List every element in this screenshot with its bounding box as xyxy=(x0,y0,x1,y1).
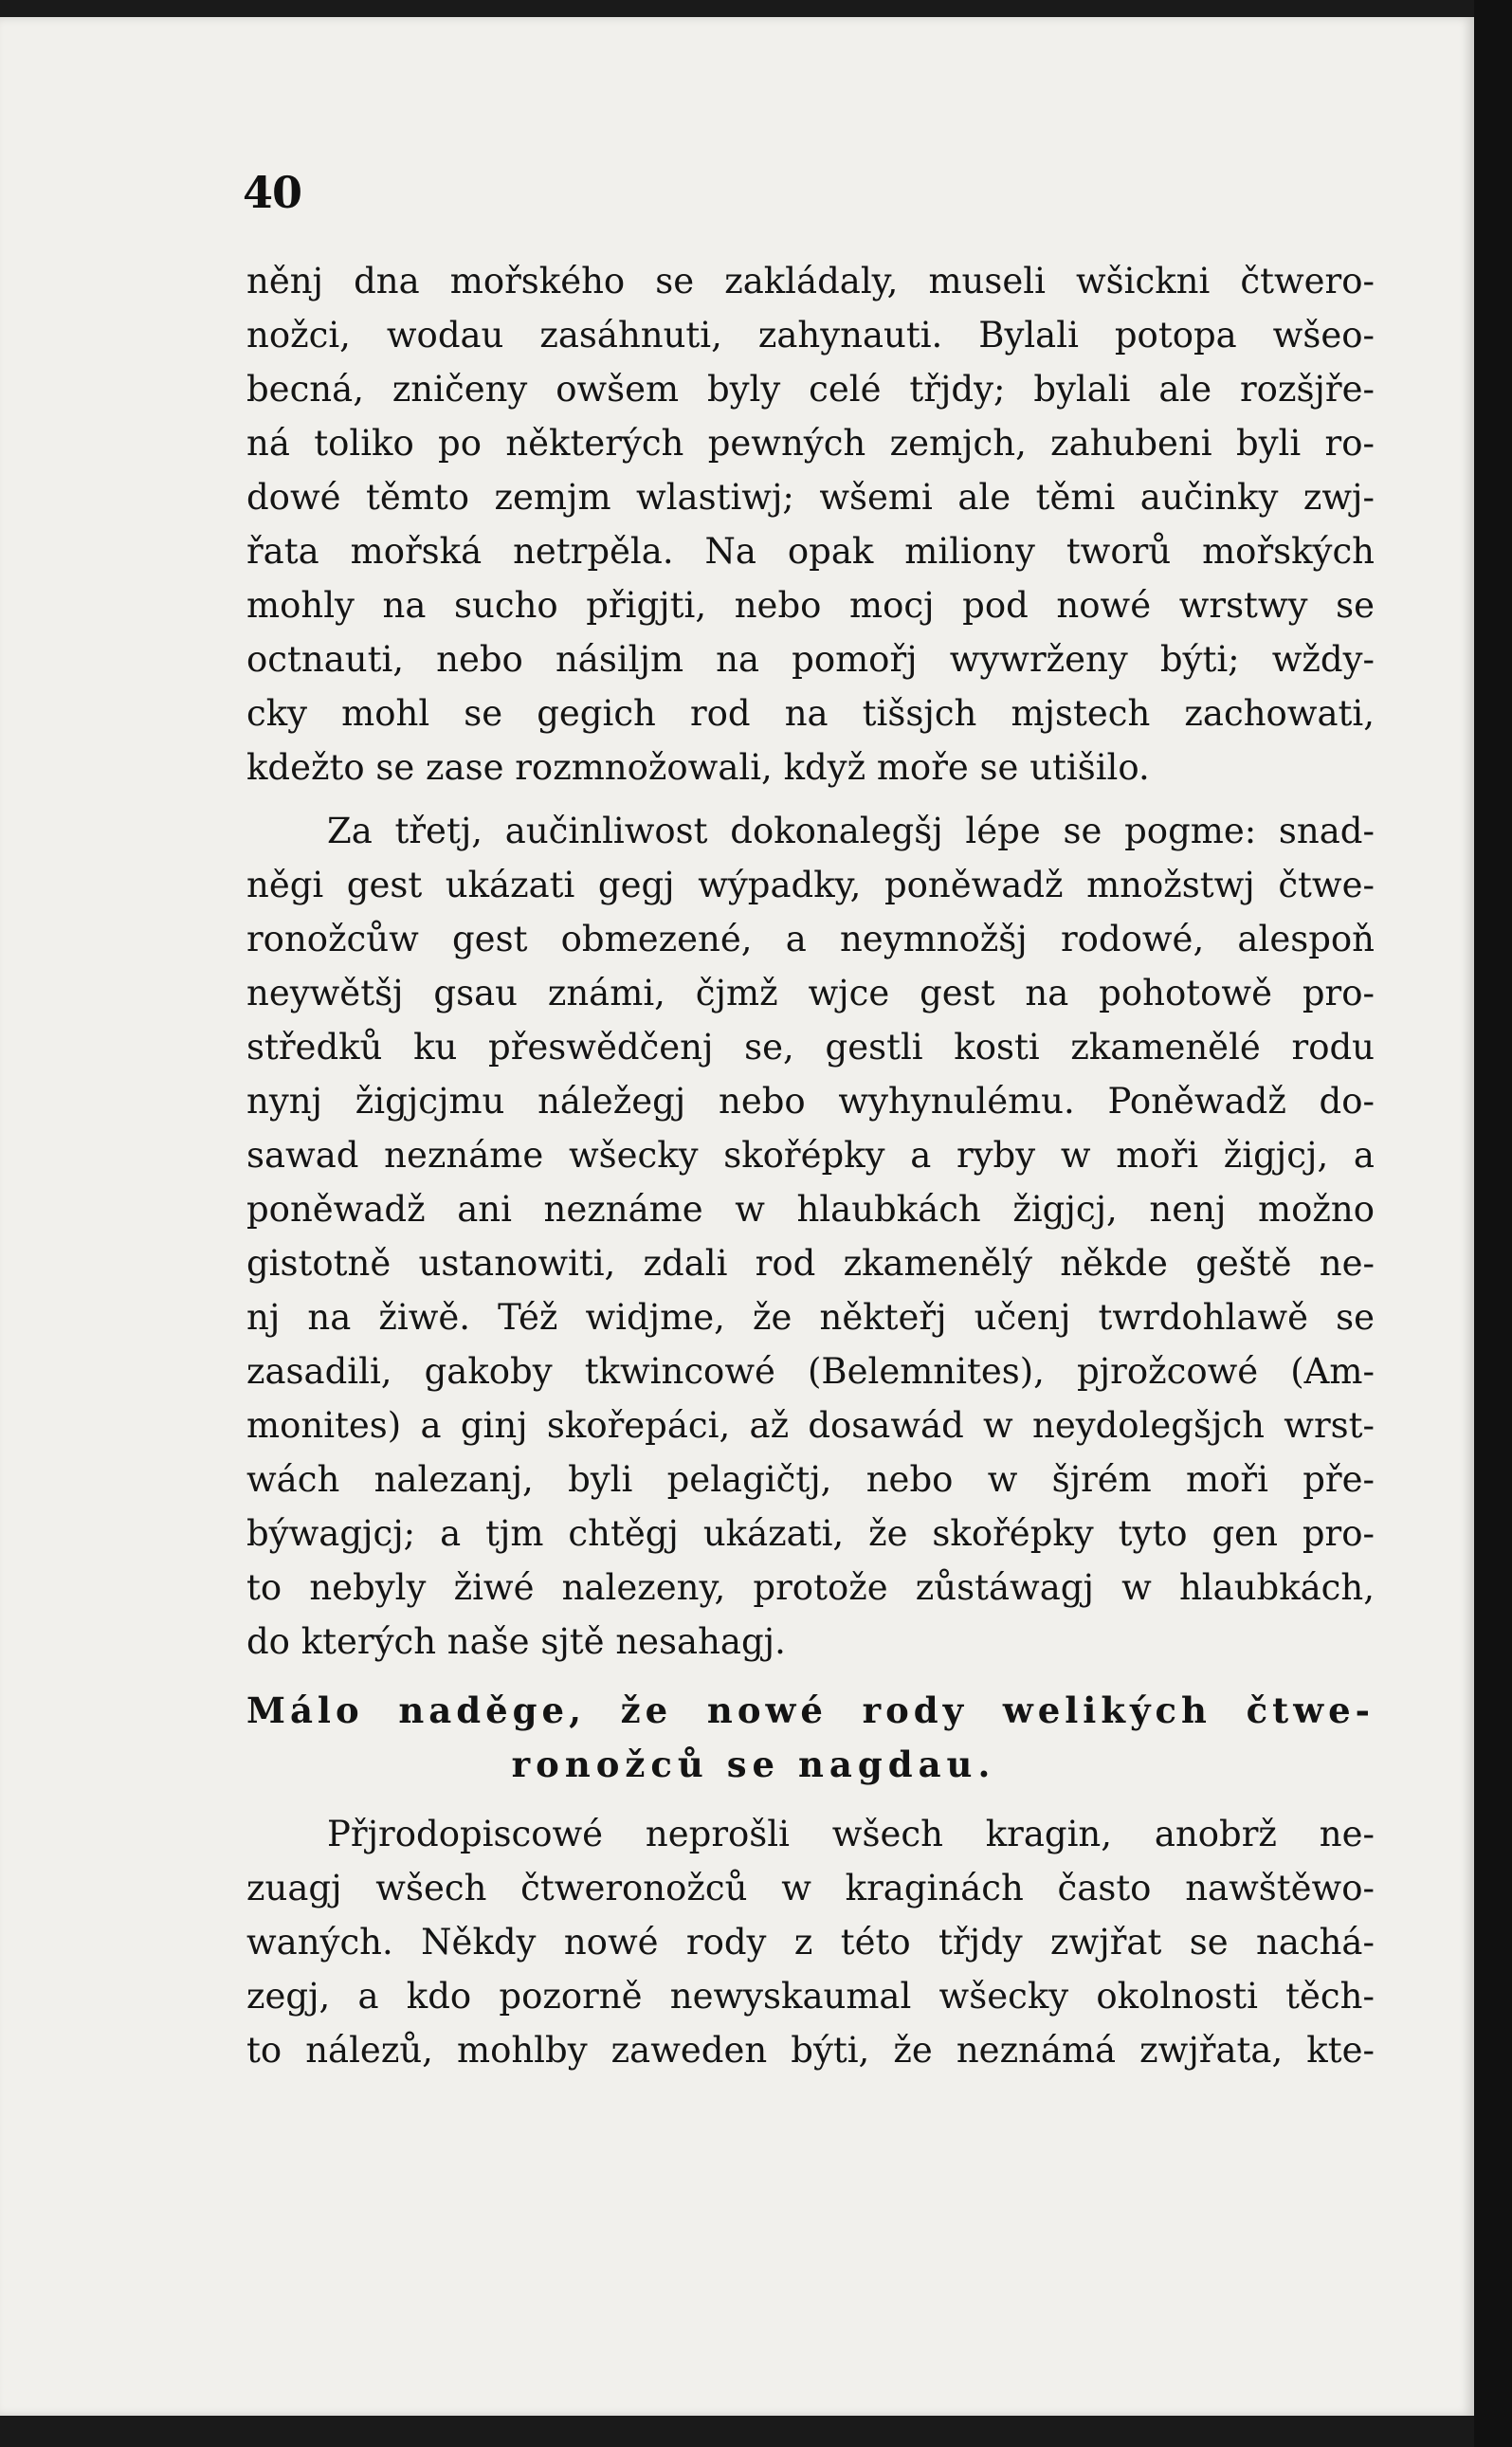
text-line: becná, zničeny owšem byly celé třjdy; bylali ale rozšjře- xyxy=(246,369,1375,410)
section-heading-line: ronožců se nagdau. xyxy=(511,1744,996,1785)
page-number: 40 xyxy=(243,167,302,218)
text-line: poněwadž ani neznáme w hlaubkách žigjcj, nenj možno xyxy=(246,1189,1375,1230)
text-line: dowé těmto zemjm wlastiwj; wšemi ale těmi aučinky zwj- xyxy=(246,477,1375,518)
text-line: octnauti, nebo násiljm na pomořj wywrženy býti; wždy- xyxy=(246,639,1375,680)
book-page xyxy=(0,17,1474,2416)
text-line: monites) a ginj skořepáci, až dosawád w neydolegšjch wrst- xyxy=(246,1405,1375,1446)
text-line: něgi gest ukázati gegj wýpadky, poněwadž množstwj čtwe- xyxy=(246,865,1375,905)
text-line: Přjrodopiscowé neprošli wšech kragin, anobrž ne- xyxy=(327,1814,1375,1854)
text-line: zegj, a kdo pozorně newyskaumal wšecky okolnosti těch- xyxy=(246,1976,1375,2017)
text-line: wách nalezanj, byli pelagičtj, nebo w šjrém moři pře- xyxy=(246,1459,1375,1500)
text-line: mohly na sucho přigjti, nebo mocj pod nowé wrstwy se xyxy=(246,585,1375,626)
text-line: zasadili, gakoby tkwincowé (Belemnites), pjrožcowé (Am- xyxy=(246,1351,1375,1392)
text-line: býwagjcj; a tjm chtěgj ukázati, že skořépky tyto gen pro- xyxy=(246,1513,1375,1554)
text-line: ná toliko po některých pewných zemjch, zahubeni byli ro- xyxy=(246,423,1375,464)
scan-border xyxy=(1474,0,1512,2447)
text-line: Za třetj, aučinliwost dokonalegšj lépe se pogme: snad- xyxy=(327,811,1375,851)
text-block xyxy=(246,254,1375,2077)
text-line: něnj dna mořského se zakládaly, museli wšickni čtwero- xyxy=(246,261,1375,301)
text-line: do kterých naše sjtě nesahagj. xyxy=(246,1621,786,1662)
paragraph-3 xyxy=(246,1807,1375,2077)
section-heading xyxy=(246,1684,1375,1792)
text-line: cky mohl se gegich rod na tišsjch mjstech zachowati, xyxy=(246,693,1375,734)
paragraph-1 xyxy=(246,254,1375,794)
section-heading-line: Málo naděge, že nowé rody welikých čtwe- xyxy=(246,1689,1375,1731)
text-line: waných. Někdy nowé rody z této třjdy zwjřat se nachá- xyxy=(246,1922,1375,1963)
text-line: gistotně ustanowiti, zdali rod zkamenělý někde geště ne- xyxy=(246,1243,1375,1284)
text-line: nynj žigjcjmu náležegj nebo wyhynulému. Poněwadž do- xyxy=(246,1081,1375,1122)
text-line: ronožcůw gest obmezené, a neymnožšj rodowé, alespoň xyxy=(246,919,1375,959)
text-line: to nebyly žiwé nalezeny, protože zůstáwagj w hlaubkách, xyxy=(246,1567,1375,1608)
text-line: řata mořská netrpěla. Na opak miliony tworů mořských xyxy=(246,531,1375,572)
paragraph-2 xyxy=(246,804,1375,1669)
text-line: středků ku přeswědčenj se, gestli kosti zkamenělé rodu xyxy=(246,1027,1375,1068)
text-line: neywětšj gsau známi, čjmž wjce gest na pohotowě pro- xyxy=(246,973,1375,1013)
text-line: sawad neznáme wšecky skořépky a ryby w moři žigjcj, a xyxy=(246,1135,1375,1176)
text-line: nj na žiwě. Též widjme, že někteřj učenj twrdohlawě se xyxy=(246,1297,1375,1338)
text-line: kdežto se zase rozmnožowali, když moře se utišilo. xyxy=(246,747,1150,788)
text-line: to nálezů, mohlby zaweden býti, že neznámá zwjřata, kte- xyxy=(246,2030,1375,2071)
text-line: zuagj wšech čtweronožců w kraginách často nawštěwo- xyxy=(246,1868,1375,1908)
text-line: nožci, wodau zasáhnuti, zahynauti. Bylali potopa wšeo- xyxy=(246,315,1375,356)
